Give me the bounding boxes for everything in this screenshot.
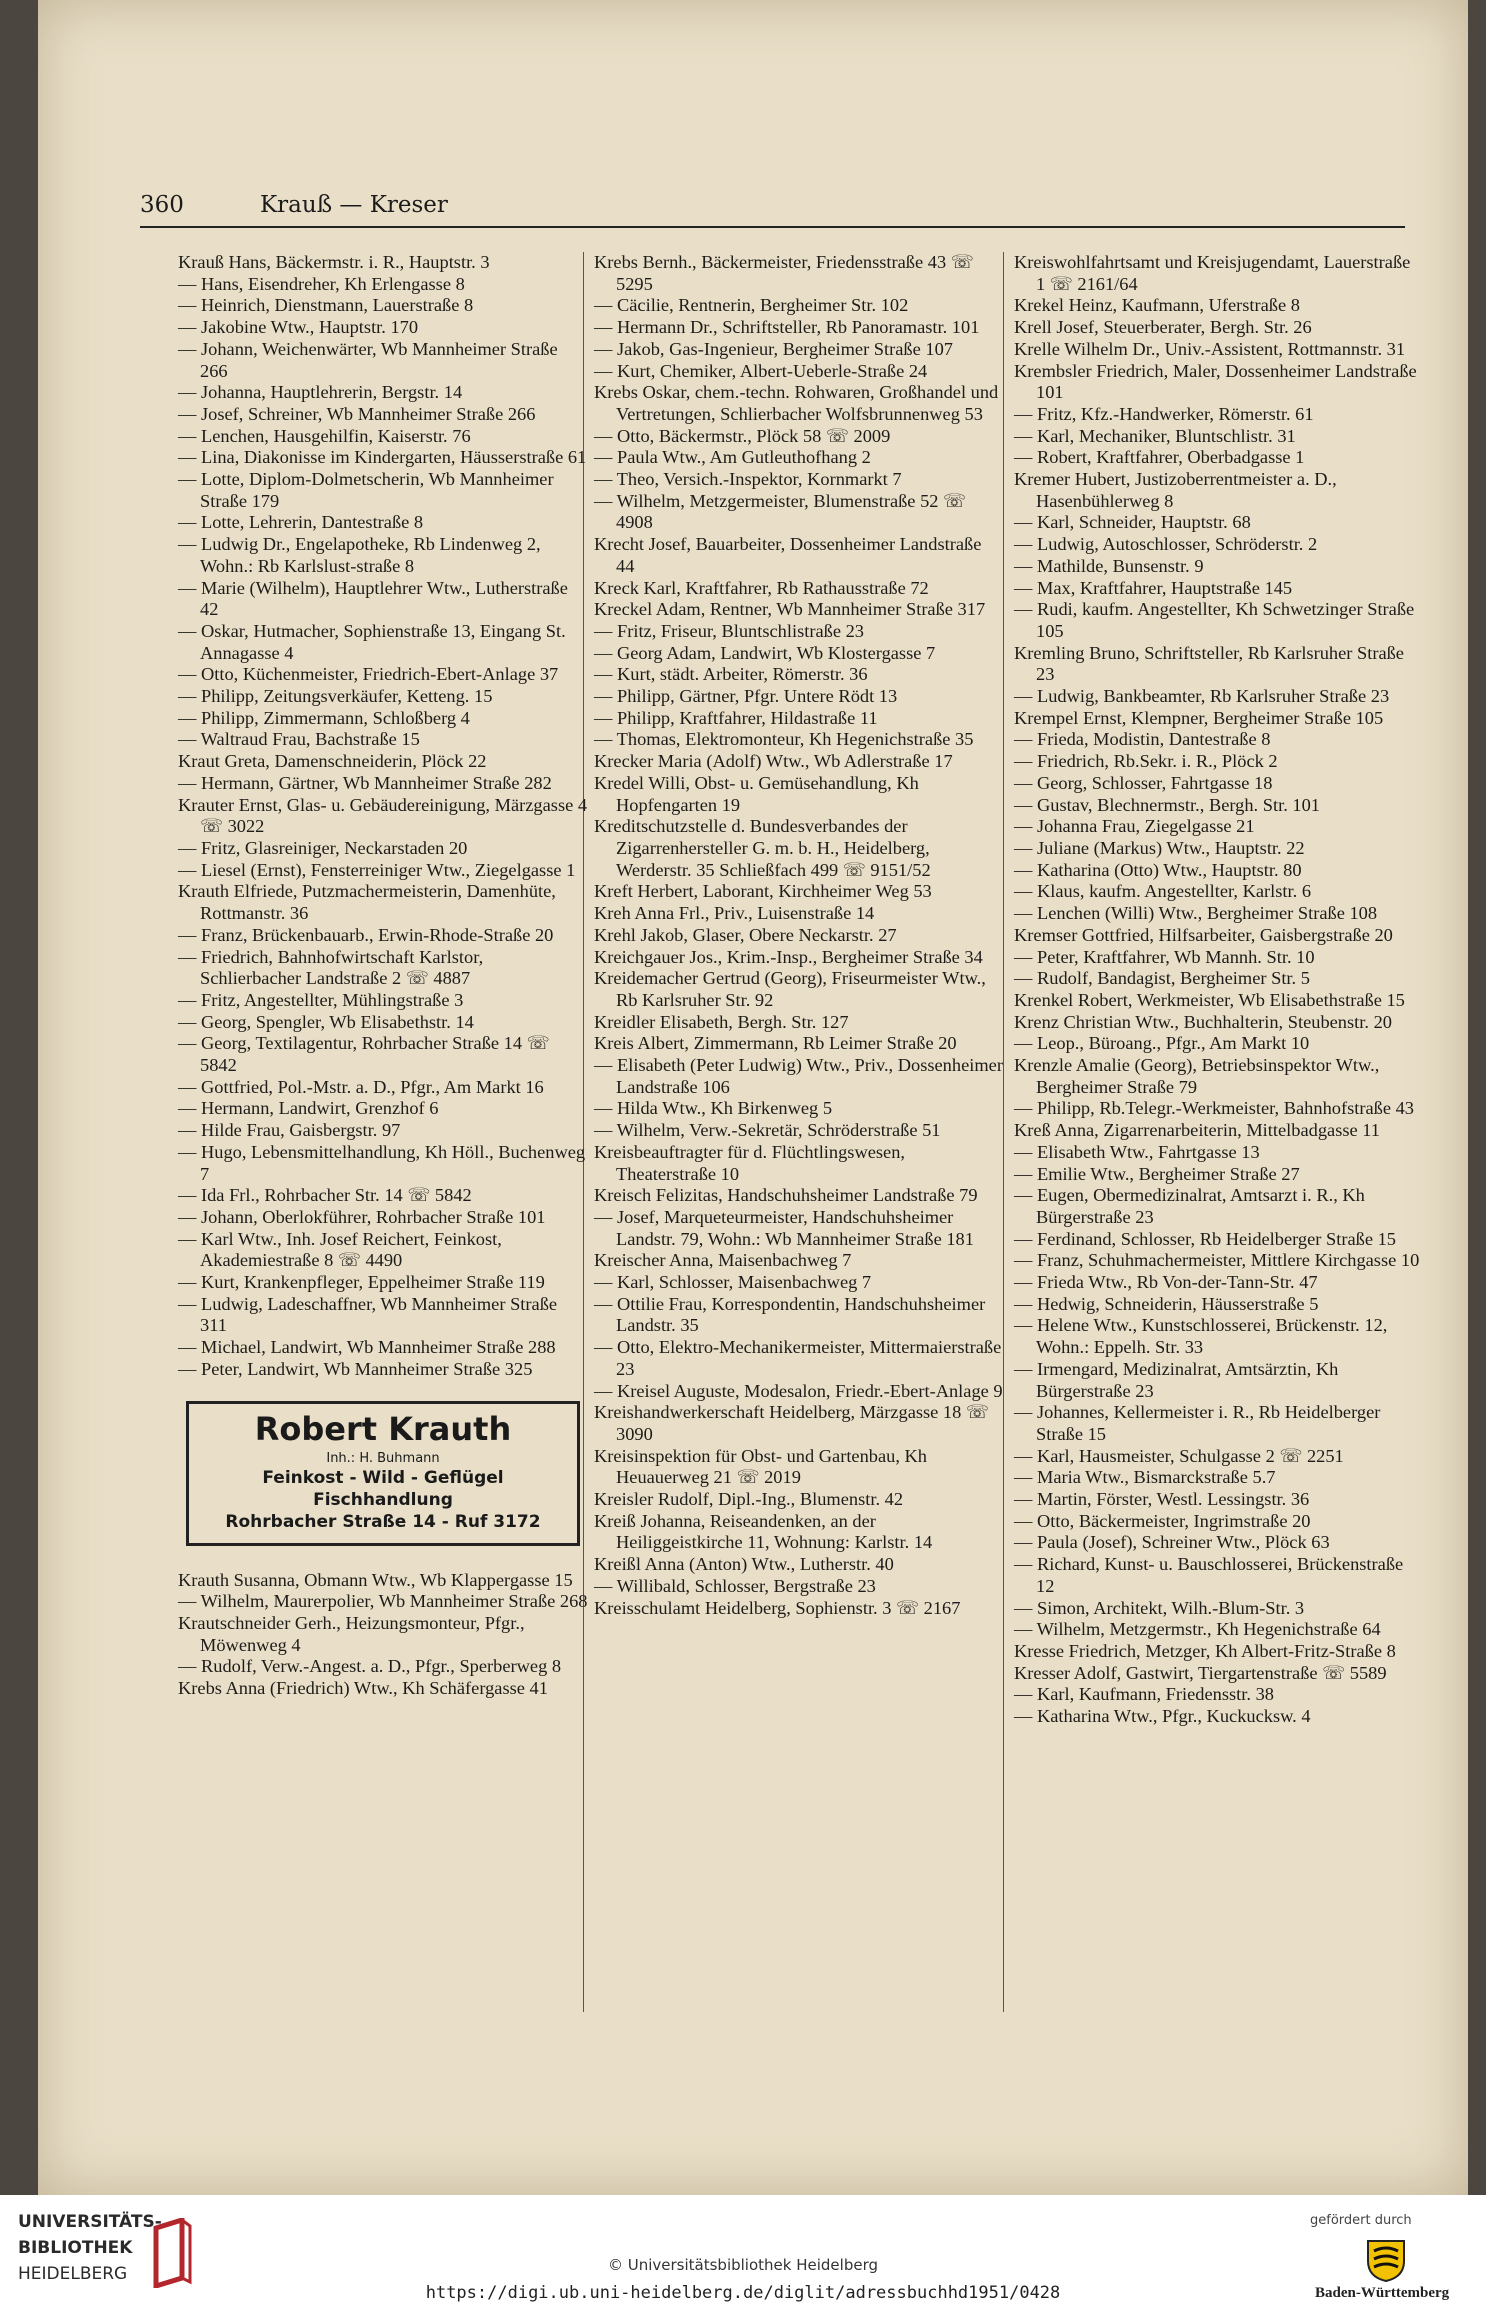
funder-name: Baden-Württemberg xyxy=(1315,2285,1450,2301)
column-1 xyxy=(178,252,588,1700)
directory-entry: — Elisabeth Wtw., Fahrtgasse 13 xyxy=(1014,1141,1260,1162)
directory-entry: — Friedrich, Rb.Sekr. i. R., Plöck 2 xyxy=(1014,751,1278,772)
library-name-line: BIBLIOTHEK xyxy=(18,2238,133,2258)
directory-entry: — Rudi, kaufm. Angestellter, Kh Schwetzinger Straße 105 xyxy=(1014,599,1415,641)
ad-line: Fischhandlung xyxy=(313,1489,453,1510)
directory-entry: — Marie (Wilhelm), Hauptlehrer Wtw., Lutherstraße 42 xyxy=(178,577,568,620)
column-3-entries xyxy=(1014,252,1424,1728)
directory-entry: — Wilhelm, Metzgermeister, Blumenstraße 52 ☏ 4908 xyxy=(594,490,967,533)
directory-entry: — Karl, Kaufmann, Friedensstr. 38 xyxy=(1014,1684,1274,1705)
directory-entry: Kremling Bruno, Schriftsteller, Rb Karlsruher Straße 23 xyxy=(1014,642,1404,685)
directory-entry: Kremser Gottfried, Hilfsarbeiter, Gaisbergstraße 20 xyxy=(1014,924,1393,945)
permalink[interactable]: https://digi.ub.uni-heidelberg.de/diglit/adressbuchhd1951/0428 xyxy=(425,2283,1061,2303)
directory-entry: — Irmengard, Medizinalrat, Amtsärztin, Kh Bürgerstraße 23 xyxy=(1014,1358,1339,1401)
directory-entry: Kreishandwerkerschaft Heidelberg, Märzgasse 18 ☏ 3090 xyxy=(594,1402,989,1444)
directory-entry: — Paula Wtw., Am Gutleuthofhang 2 xyxy=(594,447,871,468)
column-1-entries xyxy=(178,252,588,1381)
directory-entry: — Philipp, Zimmermann, Schloßberg 4 xyxy=(178,707,470,728)
directory-entry: Krell Josef, Steuerberater, Bergh. Str. 26 xyxy=(1014,317,1312,338)
directory-entry: — Michael, Landwirt, Wb Mannheimer Straße 288 xyxy=(178,1337,556,1358)
directory-entry: — Lenchen (Willi) Wtw., Bergheimer Straße 108 xyxy=(1014,903,1378,924)
directory-entry: — Josef, Schreiner, Wb Mannheimer Straße 266 xyxy=(178,403,536,424)
directory-entry: — Hilde Frau, Gaisbergstr. 97 xyxy=(178,1120,401,1141)
directory-entry: — Johann, Oberlokführer, Rohrbacher Straße 101 xyxy=(178,1206,546,1227)
directory-entry: Kreisinspektion für Obst- und Gartenbau, Kh Heuauerweg 21 ☏ 2019 xyxy=(594,1445,928,1488)
directory-entry: — Paula (Josef), Schreiner Wtw., Plöck 63 xyxy=(1014,1532,1330,1553)
ad-line: Feinkost - Wild - Geflügel xyxy=(262,1467,504,1488)
directory-entry: — Lotte, Diplom-Dolmetscherin, Wb Mannheimer Straße 179 xyxy=(178,469,554,511)
directory-entry: Kreß Anna, Zigarrenarbeiterin, Mittelbadgasse 11 xyxy=(1014,1120,1380,1141)
directory-entry: Kreisbeauftragter für d. Flüchtlingswesen, Theaterstraße 10 xyxy=(594,1141,906,1184)
ad-line: Rohrbacher Straße 14 - Ruf 3172 xyxy=(225,1511,541,1532)
directory-entry: — Karl, Mechaniker, Bluntschlistr. 31 xyxy=(1014,425,1296,446)
directory-entry: — Franz, Schuhmachermeister, Mittlere Kirchgasse 10 xyxy=(1014,1250,1420,1271)
directory-entry: Kreidler Elisabeth, Bergh. Str. 127 xyxy=(594,1011,849,1032)
directory-entry: Krecker Maria (Adolf) Wtw., Wb Adlerstraße 17 xyxy=(594,751,953,772)
directory-entry: — Mathilde, Bunsenstr. 9 xyxy=(1014,555,1204,576)
directory-entry: Kresse Friedrich, Metzger, Kh Albert-Fritz-Straße 8 xyxy=(1014,1641,1396,1661)
directory-entry: — Jakobine Wtw., Hauptstr. 170 xyxy=(178,317,419,338)
directory-entry: — Kreisel Auguste, Modesalon, Friedr.-Ebert-Anlage 9 xyxy=(594,1380,1003,1401)
directory-entry: — Fritz, Friseur, Bluntschlistraße 23 xyxy=(594,620,864,641)
directory-entry: Krauth Elfriede, Putzmachermeisterin, Damenhüte, Rottmanstr. 36 xyxy=(178,881,556,924)
directory-entry: — Richard, Kunst- u. Bauschlosserei, Brückenstraße 12 xyxy=(1014,1554,1404,1596)
directory-entry: — Kurt, städt. Arbeiter, Römerstr. 36 xyxy=(594,664,868,685)
directory-entry: Kreisler Rudolf, Dipl.-Ing., Blumenstr. 42 xyxy=(594,1489,904,1510)
directory-entry: Krebs Anna (Friedrich) Wtw., Kh Schäfergasse 41 xyxy=(178,1678,548,1699)
directory-entry: — Katharina (Otto) Wtw., Hauptstr. 80 xyxy=(1014,859,1302,880)
directory-entry: Krecht Josef, Bauarbeiter, Dossenheimer Landstraße 44 xyxy=(594,534,982,576)
directory-entry: — Rudolf, Verw.-Angest. a. D., Pfgr., Sperberweg 8 xyxy=(178,1656,562,1677)
directory-entry: — Maria Wtw., Bismarckstraße 5.7 xyxy=(1014,1467,1276,1488)
directory-entry: — Ludwig Dr., Engelapotheke, Rb Lindenweg 2, Wohn.: Rb Karlslust-straße 8 xyxy=(178,534,541,576)
directory-entry: — Helene Wtw., Kunstschlosserei, Brückenstr. 12, Wohn.: Eppelh. Str. 33 xyxy=(1014,1315,1388,1358)
library-name-line: UNIVERSITÄTS- xyxy=(18,2212,162,2232)
directory-entry: Kreckel Adam, Rentner, Wb Mannheimer Straße 317 xyxy=(594,599,986,620)
directory-entry: Krehl Jakob, Glaser, Obere Neckarstr. 27 xyxy=(594,924,897,945)
directory-entry: — Johanna, Hauptlehrerin, Bergstr. 14 xyxy=(178,382,463,403)
directory-entry: — Juliane (Markus) Wtw., Hauptstr. 22 xyxy=(1014,837,1305,858)
directory-entry: — Elisabeth (Peter Ludwig) Wtw., Priv., Dossenheimer Landstraße 106 xyxy=(594,1055,1003,1097)
directory-entry: — Ludwig, Ladeschaffner, Wb Mannheimer Straße 311 xyxy=(178,1293,558,1336)
directory-entry: — Karl Wtw., Inh. Josef Reichert, Feinkost, Akademiestraße 8 ☏ 4490 xyxy=(178,1228,502,1271)
directory-entry: — Thomas, Elektromonteur, Kh Hegenichstraße 35 xyxy=(594,729,974,750)
directory-entry: — Friedrich, Bahnhofwirtschaft Karlstor, Schlierbacher Landstraße 2 ☏ 4887 xyxy=(178,946,484,989)
directory-entry: — Heinrich, Dienstmann, Lauerstraße 8 xyxy=(178,295,474,316)
column-2-entries xyxy=(594,252,1004,1619)
funded-by-label: gefördert durch xyxy=(1310,2213,1412,2228)
directory-entry: — Karl, Schneider, Hauptstr. 68 xyxy=(1014,512,1251,533)
directory-entry: — Wilhelm, Verw.-Sekretär, Schröderstraße 51 xyxy=(594,1120,941,1141)
directory-entry: — Josef, Marqueteurmeister, Handschuhsheimer Landstr. 79, Wohn.: Wb Mannheimer Straße 181 xyxy=(594,1206,974,1249)
directory-entry: — Kurt, Chemiker, Albert-Ueberle-Straße 24 xyxy=(594,360,928,381)
state-coat-of-arms-icon xyxy=(1364,2237,1408,2283)
directory-entry: Krempel Ernst, Klempner, Bergheimer Straße 105 xyxy=(1014,707,1384,728)
directory-entry: — Klaus, kaufm. Angestellter, Karlstr. 6 xyxy=(1014,881,1312,902)
directory-entry: — Hilda Wtw., Kh Birkenweg 5 xyxy=(594,1098,833,1119)
directory-entry: — Lina, Diakonisse im Kindergarten, Häusserstraße 61 xyxy=(178,447,587,468)
directory-entry: — Peter, Landwirt, Wb Mannheimer Straße 325 xyxy=(178,1358,533,1379)
directory-entry: — Willibald, Schlosser, Bergstraße 23 xyxy=(594,1575,876,1596)
directory-entry: — Kurt, Krankenpfleger, Eppelheimer Straße 119 xyxy=(178,1272,545,1293)
directory-entry: — Hermann, Landwirt, Grenzhof 6 xyxy=(178,1098,439,1119)
directory-entry: — Ferdinand, Schlosser, Rb Heidelberger Straße 15 xyxy=(1014,1228,1396,1249)
directory-entry: — Fritz, Glasreiniger, Neckarstaden 20 xyxy=(178,837,468,858)
page-number: 360 xyxy=(140,192,184,218)
directory-entry: — Otto, Elektro-Mechanikermeister, Mittermaierstraße 23 xyxy=(594,1337,1002,1379)
directory-entry: — Simon, Architekt, Wilh.-Blum-Str. 3 xyxy=(1014,1597,1305,1618)
column-1-entries-continued xyxy=(178,1570,588,1700)
directory-entry: Kreisch Felizitas, Handschuhsheimer Landstraße 79 xyxy=(594,1185,978,1206)
directory-entry: — Oskar, Hutmacher, Sophienstraße 13, Eingang St. Annagasse 4 xyxy=(178,620,566,663)
directory-entry: — Theo, Versich.-Inspektor, Kornmarkt 7 xyxy=(594,469,902,490)
directory-entry: Krenkel Robert, Werkmeister, Wb Elisabethstraße 15 xyxy=(1014,989,1405,1010)
directory-entry: — Fritz, Kfz.-Handwerker, Römerstr. 61 xyxy=(1014,403,1314,424)
directory-entry: Krenzle Amalie (Georg), Betriebsinspektor Wtw., Bergheimer Straße 79 xyxy=(1014,1055,1380,1097)
directory-entry: — Ludwig, Autoschlosser, Schröderstr. 2 xyxy=(1014,534,1318,555)
directory-entry: Krautschneider Gerh., Heizungsmonteur, Pfgr., Möwenweg 4 xyxy=(178,1612,525,1655)
directory-entry: Krebs Bernh., Bäckermeister, Friedensstraße 43 ☏ 5295 xyxy=(594,252,974,294)
directory-entry: Krenz Christian Wtw., Buchhalterin, Steubenstr. 20 xyxy=(1014,1011,1392,1032)
column-2 xyxy=(594,252,1004,1619)
directory-entry: — Georg, Textilagentur, Rohrbacher Straße 14 ☏ 5842 xyxy=(178,1033,550,1076)
directory-entry: — Ludwig, Bankbeamter, Rb Karlsruher Straße 23 xyxy=(1014,686,1390,707)
directory-entry: Kreiß Johanna, Reiseandenken, an der Heiliggeistkirche 11, Wohnung: Karlstr. 14 xyxy=(594,1510,933,1553)
directory-entry: Kreiswohlfahrtsamt und Kreisjugendamt, Lauerstraße 1 ☏ 2161/64 xyxy=(1014,252,1411,294)
directory-entry: Krauth Susanna, Obmann Wtw., Wb Klappergasse 15 xyxy=(178,1569,573,1590)
directory-entry: Krelle Wilhelm Dr., Univ.-Assistent, Rottmannstr. 31 xyxy=(1014,338,1406,359)
copyright-text: © Universitätsbibliothek Heidelberg xyxy=(607,2256,878,2274)
directory-entry: — Gottfried, Pol.-Mstr. a. D., Pfgr., Am Markt 16 xyxy=(178,1076,544,1097)
directory-entry: — Rudolf, Bandagist, Bergheimer Str. 5 xyxy=(1014,968,1310,989)
directory-entry: Kraut Greta, Damenschneiderin, Plöck 22 xyxy=(178,751,487,772)
page-header xyxy=(140,190,1405,228)
library-name-line: HEIDELBERG xyxy=(18,2264,128,2284)
directory-entry: Krauß Hans, Bäckermstr. i. R., Hauptstr. 3 xyxy=(178,252,490,272)
advertisement-box xyxy=(186,1401,580,1546)
directory-entry: — Peter, Kraftfahrer, Wb Mannh. Str. 10 xyxy=(1014,946,1315,967)
directory-entry: — Hans, Eisendreher, Kh Erlengasse 8 xyxy=(178,273,465,294)
directory-entry: — Emilie Wtw., Bergheimer Straße 27 xyxy=(1014,1163,1300,1184)
directory-entry: — Hermann Dr., Schriftsteller, Rb Panoramastr. 101 xyxy=(594,317,980,338)
directory-entry: — Johann, Weichenwärter, Wb Mannheimer Straße 266 xyxy=(178,338,558,381)
directory-entry: Kreft Herbert, Laborant, Kirchheimer Weg 53 xyxy=(594,881,932,902)
directory-entry: Kreh Anna Frl., Priv., Luisenstraße 14 xyxy=(594,903,875,924)
directory-entry: — Otto, Bäckermeister, Ingrimstraße 20 xyxy=(1014,1510,1311,1531)
directory-entry: — Philipp, Rb.Telegr.-Werkmeister, Bahnhofstraße 43 xyxy=(1014,1098,1414,1119)
column-3 xyxy=(1014,252,1424,1728)
directory-entry: Kredel Willi, Obst- u. Gemüsehandlung, Kh Hopfengarten 19 xyxy=(594,772,919,815)
directory-entry: — Katharina Wtw., Pfgr., Kuckucksw. 4 xyxy=(1014,1706,1311,1727)
ad-owner: Inh.: H. Buhmann xyxy=(326,1450,440,1466)
directory-entry: — Eugen, Obermedizinalrat, Amtsarzt i. R., Kh Bürgerstraße 23 xyxy=(1014,1185,1365,1227)
directory-entry: — Max, Kraftfahrer, Hauptstraße 145 xyxy=(1014,577,1293,598)
directory-entry: — Frieda, Modistin, Dantestraße 8 xyxy=(1014,729,1271,750)
ad-title: Robert Krauth xyxy=(254,1409,512,1448)
directory-entry: — Cäcilie, Rentnerin, Bergheimer Str. 102 xyxy=(594,295,909,316)
directory-entry: — Philipp, Kraftfahrer, Hildastraße 11 xyxy=(594,707,878,728)
directory-entry: Kreditschutzstelle d. Bundesverbandes der Zigarrenhersteller G. m. b. H., Heidelberg, Werderstr. 35 Schließfach 499 ☏ 9151/52 xyxy=(594,816,931,880)
directory-entry: — Franz, Brückenbauarb., Erwin-Rhode-Straße 20 xyxy=(178,924,554,945)
directory-entry: — Robert, Kraftfahrer, Oberbadgasse 1 xyxy=(1014,447,1305,468)
directory-entry: — Gustav, Blechnermstr., Bergh. Str. 101 xyxy=(1014,794,1320,815)
directory-entry: Kreischer Anna, Maisenbachweg 7 xyxy=(594,1250,852,1271)
directory-entry: — Karl, Hausmeister, Schulgasse 2 ☏ 2251 xyxy=(1014,1445,1344,1466)
directory-entry: Kreisschulamt Heidelberg, Sophienstr. 3 ☏ 2167 xyxy=(594,1597,961,1618)
directory-entry: Kreck Karl, Kraftfahrer, Rb Rathausstraße 72 xyxy=(594,577,929,598)
directory-entry: — Johanna Frau, Ziegelgasse 21 xyxy=(1014,816,1255,837)
directory-entry: — Georg Adam, Landwirt, Wb Klostergasse 7 xyxy=(594,642,936,663)
directory-entry: Kreißl Anna (Anton) Wtw., Lutherstr. 40 xyxy=(594,1554,894,1575)
directory-entry: Krebs Oskar, chem.-techn. Rohwaren, Großhandel und Vertretungen, Schlierbacher Wolfsbrunnenweg 53 xyxy=(594,382,999,424)
directory-entry: — Jakob, Gas-Ingenieur, Bergheimer Straße 107 xyxy=(594,338,953,359)
directory-entry: Kresser Adolf, Gastwirt, Tiergartenstraße ☏ 5589 xyxy=(1014,1662,1387,1683)
directory-entry: — Philipp, Zeitungsverkäufer, Ketteng. 15 xyxy=(178,686,493,707)
directory-entry: — Hugo, Lebensmittelhandlung, Kh Höll., Buchenweg 7 xyxy=(178,1141,586,1184)
page-title: Krauß — Kreser xyxy=(260,192,448,218)
directory-entry: Krekel Heinz, Kaufmann, Uferstraße 8 xyxy=(1014,295,1300,316)
directory-entry: — Lenchen, Hausgehilfin, Kaiserstr. 76 xyxy=(178,425,471,446)
directory-entry: Krauter Ernst, Glas- u. Gebäudereinigung, Märzgasse 4 ☏ 3022 xyxy=(178,794,588,837)
directory-entry: — Lotte, Lehrerin, Dantestraße 8 xyxy=(178,512,424,533)
library-emblem-icon xyxy=(152,2218,194,2288)
directory-entry: — Johannes, Kellermeister i. R., Rb Heidelberger Straße 15 xyxy=(1014,1402,1381,1444)
directory-entry: — Liesel (Ernst), Fensterreiniger Wtw., Ziegelgasse 1 xyxy=(178,859,576,880)
directory-entry: — Hedwig, Schneiderin, Häusserstraße 5 xyxy=(1014,1293,1319,1314)
directory-entry: — Wilhelm, Maurerpolier, Wb Mannheimer Straße 268 xyxy=(178,1591,588,1612)
directory-entry: Krembsler Friedrich, Maler, Dossenheimer Landstraße 101 xyxy=(1014,360,1417,403)
directory-entry: Kreidemacher Gertrud (Georg), Friseurmeister Wtw., Rb Karlsruher Str. 92 xyxy=(594,968,986,1010)
directory-entry: — Hermann, Gärtner, Wb Mannheimer Straße 282 xyxy=(178,772,552,793)
directory-entry: — Otto, Küchenmeister, Friedrich-Ebert-Anlage 37 xyxy=(178,664,559,685)
directory-entry: — Karl, Schlosser, Maisenbachweg 7 xyxy=(594,1272,872,1293)
directory-entry: — Martin, Förster, Westl. Lessingstr. 36 xyxy=(1014,1489,1310,1510)
directory-entry: — Frieda Wtw., Rb Von-der-Tann-Str. 47 xyxy=(1014,1272,1318,1293)
directory-entry: — Fritz, Angestellter, Mühlingstraße 3 xyxy=(178,989,464,1010)
directory-entry: — Leop., Büroang., Pfgr., Am Markt 10 xyxy=(1014,1033,1310,1054)
directory-entry: — Georg, Spengler, Wb Elisabethstr. 14 xyxy=(178,1011,474,1032)
directory-entry: — Wilhelm, Metzgermstr., Kh Hegenichstraße 64 xyxy=(1014,1619,1381,1640)
directory-entry: Kreichgauer Jos., Krim.-Insp., Bergheimer Straße 34 xyxy=(594,946,983,967)
directory-entry: — Otto, Bäckermstr., Plöck 58 ☏ 2009 xyxy=(594,425,891,446)
directory-entry: — Waltraud Frau, Bachstraße 15 xyxy=(178,729,420,750)
directory-entry: — Georg, Schlosser, Fahrtgasse 18 xyxy=(1014,772,1273,793)
directory-entry: Kremer Hubert, Justizoberrentmeister a. D., Hasenbühlerweg 8 xyxy=(1014,469,1337,511)
directory-entry: Kreis Albert, Zimmermann, Rb Leimer Straße 20 xyxy=(594,1033,957,1054)
directory-entry: — Ida Frl., Rohrbacher Str. 14 ☏ 5842 xyxy=(178,1185,472,1206)
directory-entry: — Ottilie Frau, Korrespondentin, Handschuhsheimer Landstr. 35 xyxy=(594,1293,986,1336)
directory-entry: — Philipp, Gärtner, Pfgr. Untere Rödt 13 xyxy=(594,686,898,707)
